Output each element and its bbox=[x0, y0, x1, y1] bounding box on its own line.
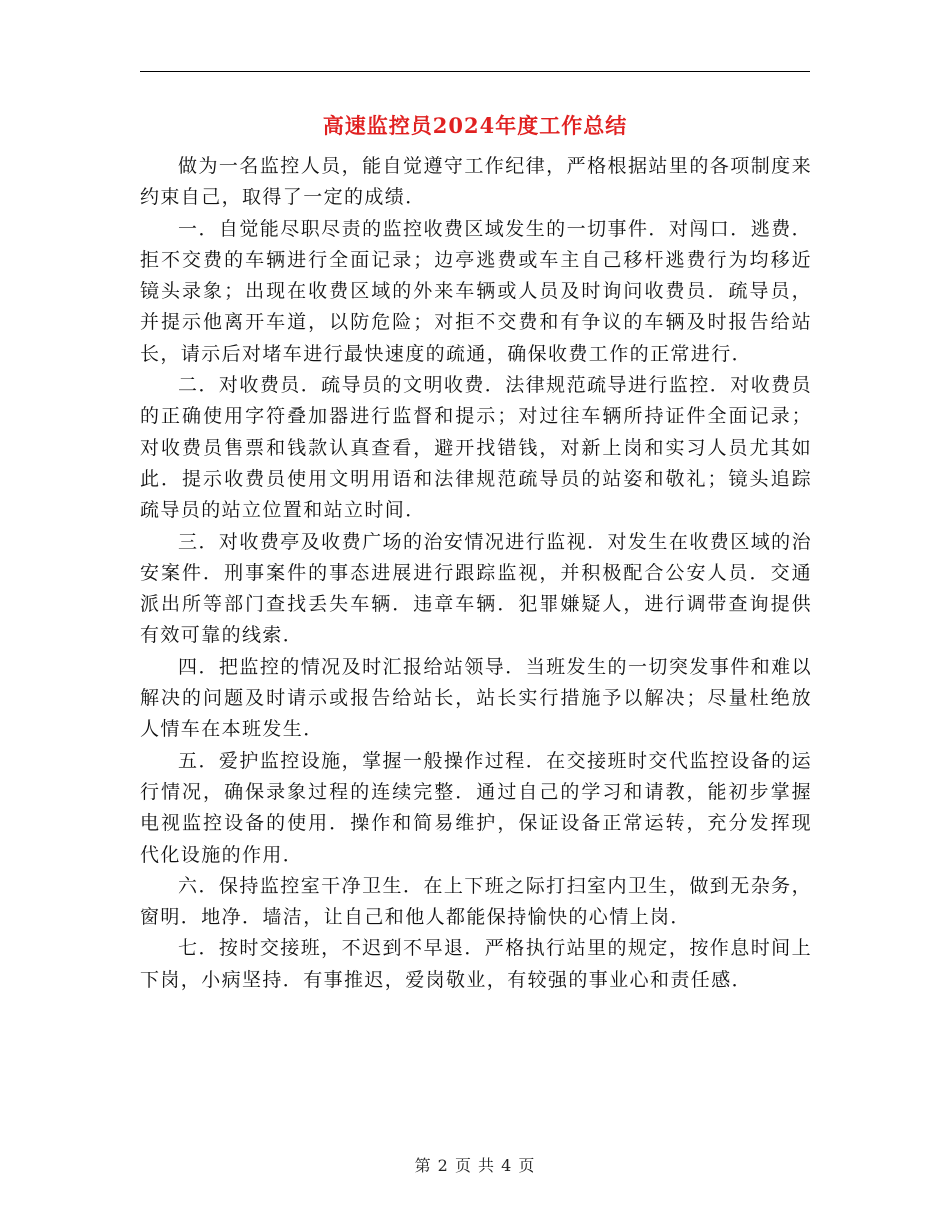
paragraph-item-6: 六．保持监控室干净卫生．在上下班之际打扫室内卫生，做到无杂务，窗明．地净．墙洁，让自己和他人都能保持愉快的心情上岗． bbox=[140, 874, 812, 929]
paragraph-item-2: 二．对收费员．疏导员的文明收费．法律规范疏导进行监控．对收费员的正确使用字符叠加器进行监督和提示；对过往车辆所持证件全面记录；对收费员售票和钱款认真查看，避开找错钱，对新上岗和实习人员尤其如此．提示收费员使用文明用语和法律规范疏导员的站姿和敬礼；镜头追踪疏导员的站立位置和站立时间． bbox=[140, 374, 812, 522]
document-title: 高速监控员2024年度工作总结 bbox=[322, 113, 628, 138]
paragraph-item-3: 三．对收费亭及收费广场的治安情况进行监视．对发生在收费区域的治安案件．刑事案件的事态进展进行跟踪监视，并积极配合公安人员．交通派出所等部门查找丢失车辆．违章车辆．犯罪嫌疑人，进行调带查询提供有效可靠的线索． bbox=[140, 530, 812, 647]
paragraph-item-7: 七．按时交接班，不迟到不早退．严格执行站里的规定，按作息时间上下岗，小病坚持．有事推迟，爱岗敬业，有较强的事业心和责任感． bbox=[140, 937, 812, 991]
paragraph-item-4: 四．把监控的情况及时汇报给站领导．当班发生的一切突发事件和难以解决的问题及时请示或报告给站长，站长实行措施予以解决；尽量杜绝放人情车在本班发生． bbox=[140, 655, 812, 741]
document-body bbox=[140, 151, 812, 996]
page-number: 第 2 页 共 4 页 bbox=[414, 1156, 536, 1175]
paragraph-item-5: 五．爱护监控设施，掌握一般操作过程．在交接班时交代监控设备的运行情况，确保录象过程的连续完整．通过自己的学习和请教，能初步掌握电视监控设备的使用．操作和简易维护，保证设备正常运转，充分发挥现代化设施的作用． bbox=[140, 749, 812, 866]
header-rule bbox=[140, 71, 810, 72]
paragraph-item-1: 一．自觉能尽职尽责的监控收费区域发生的一切事件．对闯口．逃费．拒不交费的车辆进行全面记录；边亭逃费或车主自己移杆逃费行为均移近镜头录象；出现在收费区域的外来车辆或人员及时询问收费员．疏导员，并提示他离开车道，以防危险；对拒不交费和有争议的车辆及时报告给站长，请示后对堵车进行最快速度的疏通，确保收费工作的正常进行． bbox=[140, 217, 812, 365]
paragraph-intro: 做为一名监控人员，能自觉遵守工作纪律，严格根据站里的各项制度来约束自己，取得了一定的成绩． bbox=[140, 155, 812, 209]
